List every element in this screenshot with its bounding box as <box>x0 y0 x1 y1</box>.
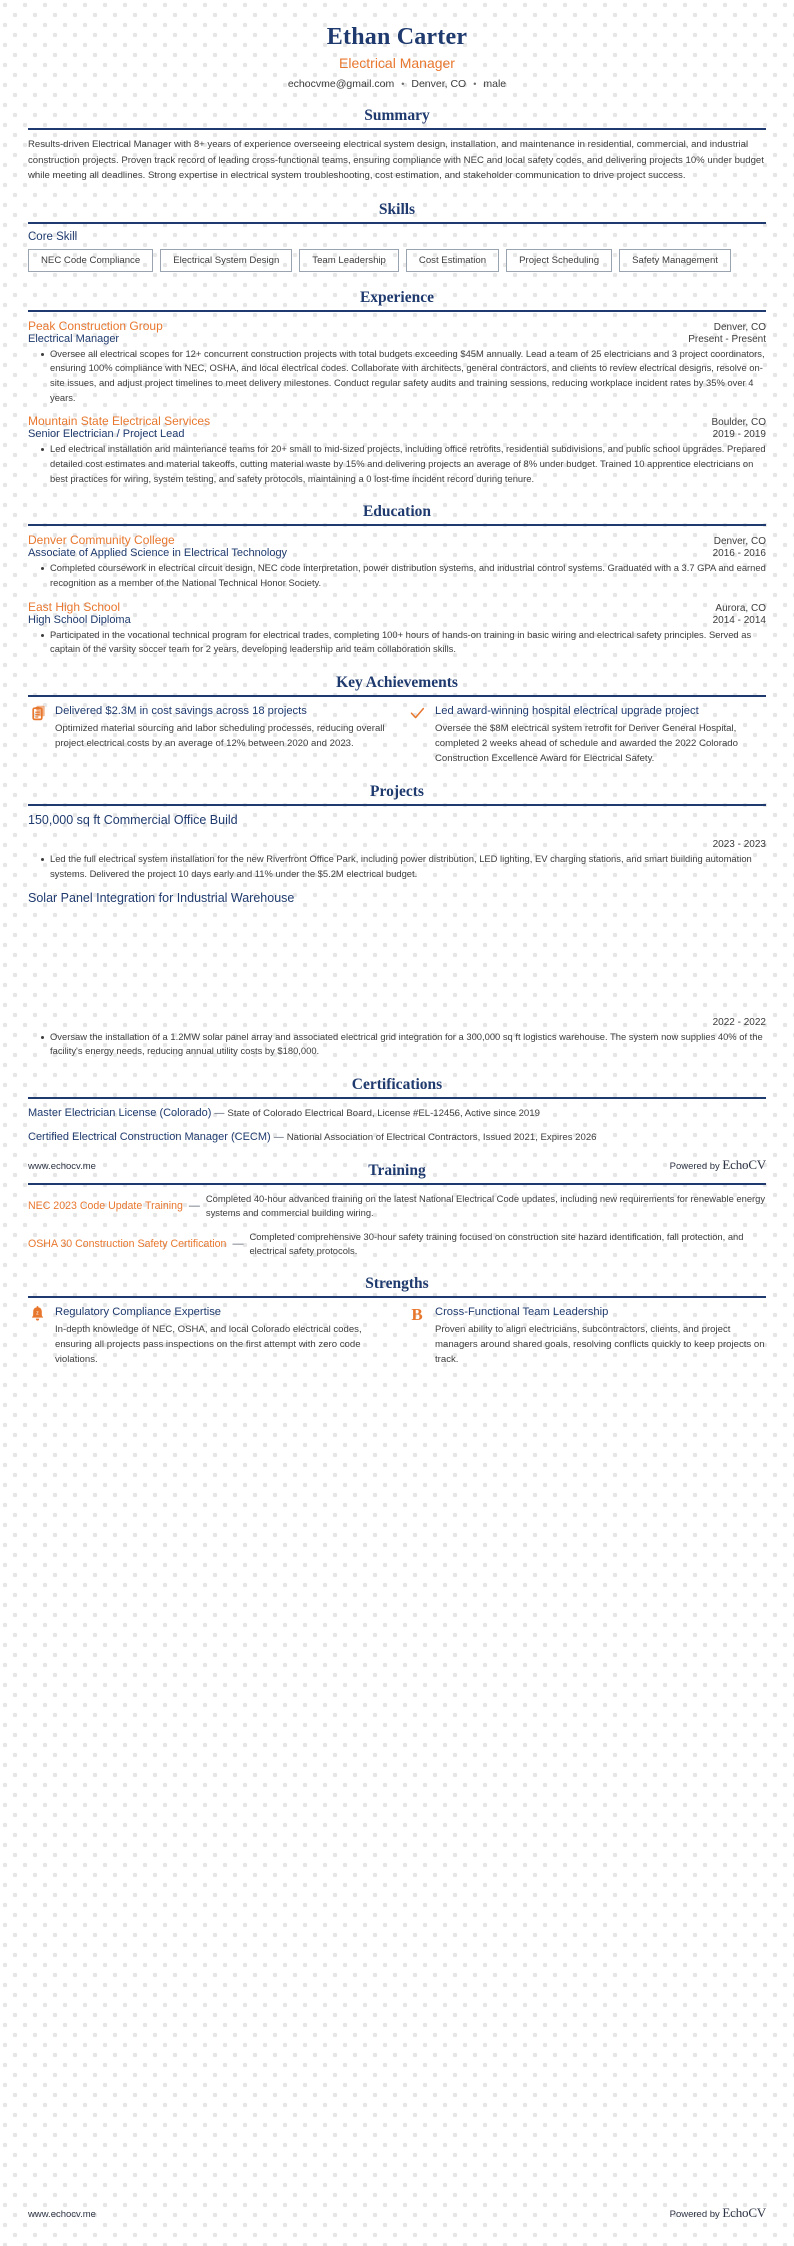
contact-location: Denver, CO <box>411 78 467 90</box>
contact-gender: male <box>483 78 507 90</box>
strength-description: Proven ability to align electricians, subcontractors, clients, and project managers around shared goals, resolving conflicts quickly to keep projects on track. <box>435 1324 765 1365</box>
footer-website: www.echocv.me <box>28 1161 96 1172</box>
strength-item <box>408 1305 766 1367</box>
contact-email: echocvme@gmail.com <box>287 78 395 90</box>
section-divider <box>28 310 766 312</box>
section-heading-training: Training <box>368 1161 426 1179</box>
section-education <box>28 503 766 657</box>
job-title: Electrical Manager <box>339 55 455 71</box>
bullet-item: Led the full electrical system installation for the new Riverfront Office Park, including power distribution, LED lighting, EV charging stations, and smart building automation systems. Delivered the project 10 days early and 11% under the $5.2M electrical budget. <box>41 852 766 881</box>
education-school: East High School <box>28 599 121 614</box>
key-achievement-description: Oversee the $8M electrical system retrofit for Denver General Hospital, completed 2 weeks ahead of schedule and awarded the 2022 Colorado Construction Excellence Award for Electrical Safety. <box>435 722 738 764</box>
section-divider <box>28 222 766 224</box>
section-heading-key-achievements: Key Achievements <box>336 673 458 691</box>
section-strengths <box>28 1275 766 1367</box>
education-entry <box>28 533 766 590</box>
project-dates: 2022 - 2022 <box>712 1016 766 1028</box>
experience-role: Senior Electrician / Project Lead <box>28 428 185 441</box>
education-location: Aurora, CO <box>715 602 766 614</box>
strength-body <box>435 1305 766 1367</box>
skill-chip: Team Leadership <box>299 249 399 272</box>
footer-brand: EchoCV <box>722 2205 766 2220</box>
section-summary <box>28 107 766 184</box>
resume-header <box>28 0 766 90</box>
strengths-grid <box>28 1305 766 1367</box>
footer-brand: EchoCV <box>722 1157 766 1172</box>
strength-description: In-depth knowledge of NEC, OSHA, and local Colorado electrical codes, ensuring all projects pass inspections on the first attempt with zero code violations. <box>55 1324 362 1365</box>
experience-entry-header <box>28 319 766 333</box>
education-entry-header <box>28 533 766 547</box>
education-dates: 2016 - 2016 <box>712 548 766 560</box>
check-icon <box>408 704 426 723</box>
section-heading-summary: Summary <box>364 107 430 124</box>
training-dash: — <box>188 1200 200 1213</box>
education-location: Denver, CO <box>713 536 766 548</box>
section-skills <box>28 201 766 272</box>
section-key-achievements <box>28 674 766 766</box>
experience-bullets <box>28 442 766 486</box>
contact-separator-1: • <box>401 79 405 89</box>
svg-text:z: z <box>35 1310 39 1317</box>
experience-company: Peak Construction Group <box>28 318 163 333</box>
experience-dates: 2019 - 2019 <box>712 429 766 441</box>
bullet-item: Completed coursework in electrical circuit design, NEC code interpretation, power distribution systems, and industrial control systems. Graduated with a 3.7 GPA and earned recognition as a member of the National Technical Honor Society. <box>41 561 766 590</box>
training-name: OSHA 30 Construction Safety Certification <box>28 1238 227 1251</box>
section-certifications <box>28 1076 766 1145</box>
certification-name: Master Electrician License (Colorado) <box>28 1107 212 1120</box>
section-heading-strengths: Strengths <box>365 1275 429 1293</box>
project-entry <box>28 891 766 1059</box>
skill-chip: Electrical System Design <box>160 249 292 272</box>
key-achievement-description: Optimized material sourcing and labor scheduling processes, reducing overall project electrical costs by an average of 12% between 2020 and 2023. <box>55 722 385 749</box>
section-heading-education: Education <box>362 503 432 521</box>
section-divider <box>28 695 766 697</box>
education-entry <box>28 600 766 657</box>
training-description: Completed comprehensive 30-hour safety training focused on construction site hazard identification, fall protection, and electrical safety protocols. <box>249 1231 744 1257</box>
footer-website: www.echocv.me <box>28 2209 96 2220</box>
strength-heading: Regulatory Compliance Expertise <box>55 1306 222 1319</box>
key-achievement-item <box>28 704 386 766</box>
project-bullets <box>28 1030 766 1059</box>
experience-bullets <box>28 347 766 406</box>
bell-icon <box>28 1305 46 1323</box>
strength-heading: Cross-Functional Team Leadership <box>435 1306 609 1319</box>
training-item <box>28 1192 766 1220</box>
certification-dash: — <box>273 1131 284 1143</box>
education-entry-subheader <box>28 614 766 626</box>
section-divider <box>28 804 766 806</box>
bullet-item: Participated in the vocational technical program for electrical trades, completing 100+ hours of hands-on training in basic wiring and electrical safety principles. Served as captain of the varsity soccer team for 2 years, developing leadership and team collaboration skills. <box>41 628 766 657</box>
education-entry-subheader <box>28 547 766 559</box>
experience-dates: Present - Present <box>688 333 766 345</box>
skill-chip: Cost Estimation <box>406 249 499 272</box>
experience-entry <box>28 319 766 406</box>
key-achievement-body <box>55 704 386 752</box>
contact-line <box>28 78 766 90</box>
section-divider <box>28 1296 766 1298</box>
training-item <box>28 1230 766 1258</box>
page-break-spacer <box>28 905 766 1005</box>
section-divider <box>28 128 766 130</box>
section-training <box>28 1162 766 1258</box>
key-achievement-heading: Led award-winning hospital electrical upgrade project <box>435 704 699 717</box>
project-dates: 2023 - 2023 <box>712 839 766 851</box>
key-achievement-item <box>408 704 766 766</box>
certification-name: Certified Electrical Construction Manager (CECM) <box>28 1130 271 1143</box>
strength-item <box>28 1305 386 1367</box>
summary-text: Results-driven Electrical Manager with 8+ years of experience overseeing electrical system design, installation, and maintenance in residential, commercial, and industrial construction projects. Proven track record of leading cross-functional teams, ensuring compliance with NEC and local safety codes, and delivering projects 10% under budget while meeting all deadlines. Strong expertise in electrical system troubleshooting, cost estimation, and stakeholder communication to drive project success. <box>28 139 764 182</box>
certification-dash: — <box>214 1108 225 1120</box>
clipboard-icon <box>28 704 46 723</box>
section-divider <box>28 1097 766 1099</box>
bullet-item: Led electrical installation and maintenance teams for 20+ small to mid-sized projects, including office retrofits, residential subdivisions, and public school upgrades. Prepared detailed cost estimates and material takeoffs, cutting material waste by 15% and delivering projects an average of 8% under budget. Trained 10 apprentice electricians on best practices for wiring, system testing, and safety protocols, maintaining a 0 lost-time incident record during tenure. <box>41 442 766 486</box>
training-name: NEC 2023 Code Update Training <box>28 1200 183 1213</box>
education-bullets <box>28 628 766 657</box>
education-school: Denver Community College <box>28 533 175 548</box>
project-bullets <box>28 852 766 881</box>
section-experience <box>28 289 766 487</box>
footer-powered-label: Powered by <box>669 2209 720 2220</box>
experience-location: Denver, CO <box>713 321 766 333</box>
experience-role: Electrical Manager <box>28 332 120 345</box>
contact-separator-2: • <box>473 79 477 89</box>
certification-item <box>28 1106 766 1121</box>
section-divider <box>28 524 766 526</box>
training-description: Completed 40-hour advanced training on the latest National Electrical Code updates, including new requirements for renewable energy systems and commercial building wiring. <box>205 1192 766 1219</box>
experience-entry-subheader <box>28 428 766 440</box>
project-title: 150,000 sq ft Commercial Office Build <box>28 813 238 828</box>
section-projects <box>28 783 766 1059</box>
key-achievement-heading: Delivered $2.3M in cost savings across 18 projects <box>55 704 307 717</box>
certification-issuer: National Association of Electrical Contractors, Issued 2021, Expires 2026 <box>286 1131 597 1143</box>
section-heading-skills: Skills <box>378 200 416 218</box>
key-achievements-grid <box>28 704 766 766</box>
project-entry <box>28 813 766 881</box>
letter-b-icon: B <box>411 1305 423 1325</box>
section-heading-projects: Projects <box>370 783 424 801</box>
experience-entry-header <box>28 414 766 428</box>
section-heading-certifications: Certifications <box>351 1076 443 1094</box>
page-footer-2 <box>0 2205 794 2221</box>
education-degree: Associate of Applied Science in Electrical Technology <box>28 547 288 560</box>
experience-company: Mountain State Electrical Services <box>28 414 211 429</box>
skill-chip-list <box>28 249 766 272</box>
certification-item <box>28 1130 766 1145</box>
footer-powered-label: Powered by <box>669 1161 720 1172</box>
strength-body <box>55 1305 386 1367</box>
training-dash: — <box>232 1238 244 1251</box>
skill-chip: Project Scheduling <box>506 249 612 272</box>
experience-entry <box>28 414 766 486</box>
key-achievement-body <box>435 704 766 766</box>
skill-chip: Safety Management <box>619 249 731 272</box>
bullet-item: Oversaw the installation of a 1.2MW solar panel array and associated electrical grid integration for a 300,000 sq ft logistics warehouse. The system now supplies 40% of the facility's energy needs, reducing annual utility costs by $180,000. <box>41 1030 766 1059</box>
experience-entry-subheader <box>28 333 766 345</box>
bullet-item: Oversee all electrical scopes for 12+ concurrent construction projects with total budgets exceeding $45M annually. Lead a team of 25 electricians and 3 project coordinators, ensuring 100% compliance with NEC, OSHA, and local electrical codes. Collaborate with architects, general contractors, and clients to review electrical designs, resolve on-site issues, and adjust project timelines to meet delivery milestones. Conduct regular safety audits and training sessions, reducing workplace incident rates by 35% over 4 years. <box>41 347 766 406</box>
skill-chip: NEC Code Compliance <box>28 249 153 272</box>
skill-group-label: Core Skill <box>28 230 78 243</box>
project-title: Solar Panel Integration for Industrial Warehouse <box>28 890 295 905</box>
footer-powered-by <box>670 2205 766 2221</box>
footer-powered-by <box>670 1157 766 1173</box>
section-divider <box>28 1183 766 1185</box>
education-dates: 2014 - 2014 <box>712 614 766 626</box>
education-bullets <box>28 561 766 590</box>
section-heading-experience: Experience <box>359 288 435 306</box>
page-footer-1 <box>0 1157 794 1173</box>
certification-issuer: State of Colorado Electrical Board, License #EL-12456, Active since 2019 <box>227 1108 540 1120</box>
experience-location: Boulder, CO <box>711 417 766 429</box>
education-degree: High School Diploma <box>28 613 131 626</box>
page-title: Ethan Carter <box>326 24 468 50</box>
education-entry-header <box>28 600 766 614</box>
